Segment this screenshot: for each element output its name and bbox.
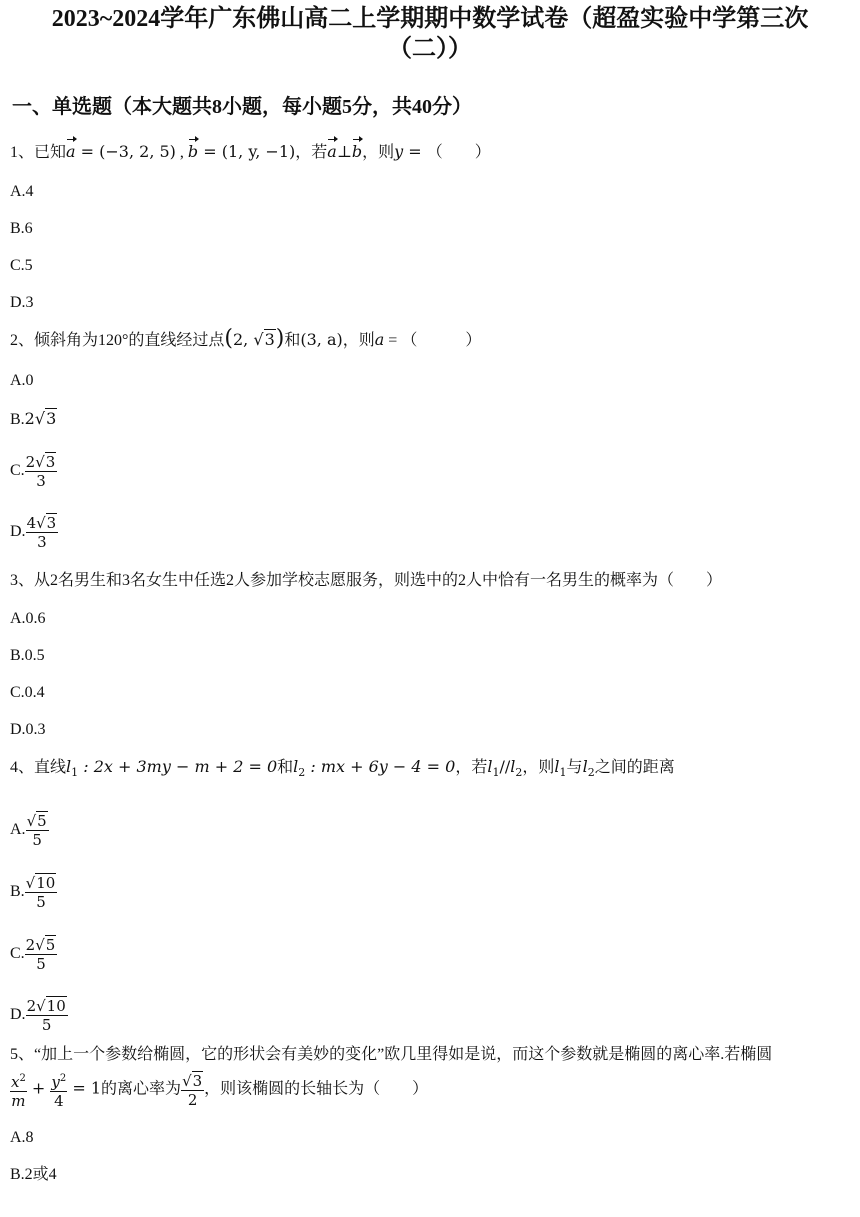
q4-and: 和 [277,759,294,776]
q1-condition-prefix: ，若 [295,144,328,161]
q4-tail: 之间的距离 [594,759,675,776]
q4-option-a-label: A. [10,821,26,839]
q2-option-d-denominator: 3 [37,533,47,551]
q4-option-b-label: B. [10,883,25,901]
q2-point1-x: 2, [233,330,254,349]
q4-option-a-fraction: $\frac{√5}{5}$ [26,812,47,849]
q1-prefix: 1、已知 [10,144,67,161]
q4-line-l1-sub: 1 [71,766,79,780]
q4-distance-l2-sub: 2 [587,766,595,780]
q1-variable-y: y [394,142,404,161]
q2-option-b [10,409,57,430]
q4-option-b-denominator: 5 [36,893,46,911]
q4-line-l2: l [293,757,299,776]
q2-option-b-coef: 2 [24,409,35,428]
q1-option-d: D.3 [10,294,34,311]
vector-b: b [187,142,199,161]
question-1 [10,142,491,163]
q2-point1-sqrt: √3 [253,330,275,349]
q4-option-a-radicand: 5 [37,812,47,830]
q2-option-b-label: B. [10,411,25,428]
q2-option-c-denominator: 3 [36,472,46,490]
q1-then: ，则 [362,144,395,161]
q4-option-d [10,997,68,1034]
parallel-symbol: // [499,757,511,776]
q4-parallel-l1-sub: 1 [492,766,500,780]
q4-distance-l1-sub: 1 [559,766,567,780]
q5-eccentricity-fraction: $\frac{√3}{2}$ [182,1071,203,1109]
q4-option-b-fraction: $\frac{√10}{5}$ [25,874,56,911]
q5-equals-one: = 1 [67,1078,102,1098]
q2-option-c-coef: 2 [25,453,36,471]
q5-fraction-x-var: x [11,1073,20,1091]
q1-equals: = [403,142,427,161]
q5-fraction-y-denominator: 4 [54,1092,64,1110]
q4-option-d-denominator: 5 [41,1016,52,1034]
q2-option-c-fraction: $\frac{2√3}{3}$ [25,453,56,490]
q4-option-b [10,874,57,911]
q2-option-d-label: D. [10,523,26,541]
q1-answer-blank: （ ） [426,144,491,161]
q2-option-b-sqrt: √3 [34,409,57,428]
q2-prefix: 2、倾斜角为120°的直线经过点 [10,332,225,349]
q2-option-b-radicand: 3 [46,409,57,428]
vector-a-2: a [327,142,337,161]
q1-option-a: A.4 [10,183,34,200]
q5-eccentricity-denominator: 2 [187,1090,198,1109]
q4-option-c-label: C. [10,945,25,963]
q4-option-a [10,812,49,849]
question-5-line-1: 5、“加上一个参数给椭圆，它的形状会有美妙的变化”欧几里得如是说，而这个参数就是椭圆的离心率.若椭圆 [10,1046,773,1063]
q1-comma: , [175,144,188,161]
question-4 [10,757,675,783]
question-3: 3、从2名男生和3名女生中任选2人参加学校志愿服务，则选中的2人中恰有一名男生的概率为（ ） [10,572,723,589]
q3-option-b: B.0.5 [10,647,45,664]
perpendicular-symbol: ⊥ [336,142,352,161]
q4-distance-l2: l [582,757,588,776]
q4-option-c-denominator: 5 [36,955,46,973]
section-heading: 一、单选题（本大题共8小题，每小题5分，共40分） [12,96,472,118]
q4-then: ，则 [522,759,555,776]
q4-option-d-label: D. [10,1006,26,1024]
q3-option-a: A.0.6 [10,610,46,627]
document-title [0,4,860,64]
title-line-2: （二）） [388,36,472,62]
q5-eccentricity-radicand: 3 [192,1071,203,1090]
q4-option-c-fraction: $\frac{2√5}{5}$ [25,936,56,973]
q1-option-b: B.6 [10,220,33,237]
q4-line-l2-sub: 2 [298,766,306,780]
q4-option-d-fraction: $\frac{2√10}{5}$ [26,997,66,1034]
q2-and: 和 [284,332,301,349]
q2-point1-open: ( [224,326,233,351]
q5-plus: + [26,1078,51,1098]
q3-option-d: D.0.3 [10,721,46,738]
title-line-1: 2023~2024学年广东佛山高二上学期期中数学试卷（超盈实验中学第三次 [51,6,809,32]
q2-point1-close: ) [275,326,285,351]
q4-option-d-radicand: 10 [46,997,66,1015]
q1-vector-b-value: = (1, y, −1) [198,142,296,161]
q5-fraction-x-exp: 2 [19,1073,26,1084]
vector-a: a [66,142,76,161]
q5-option-a: A.8 [10,1129,34,1146]
q3-option-c: C.0.4 [10,684,45,701]
q4-option-c-radicand: 5 [45,936,56,954]
q4-parallel-l2: l [510,757,516,776]
q5-fraction-x [10,1070,27,1110]
q2-point2: (3, a) [300,330,343,349]
q2-option-c-label: C. [10,462,25,480]
q4-prefix: 4、直线 [10,759,67,776]
vector-b-2: b [351,142,363,161]
q5-fraction-y-exp: 2 [59,1073,67,1084]
q4-option-a-denominator: 5 [32,831,42,849]
q4-parallel-l2-sub: 2 [515,766,523,780]
q2-option-a: A.0 [10,372,34,389]
q4-option-d-coef: 2 [26,997,37,1015]
q5-tail: ，则该椭圆的长轴长为（ ） [204,1080,429,1098]
q2-then: ，则 [342,332,375,349]
q5-fraction-y [50,1070,67,1110]
question-5-line-2 [10,1070,428,1110]
q2-variable-a: a [374,330,385,349]
q2-option-d-fraction: $\frac{4√3}{3}$ [26,514,57,551]
q4-line-l1-equation: : 2x + 3my − m + 2 = 0 [78,757,278,776]
q5-fraction-x-denominator: m [11,1092,26,1110]
q5-fraction-y-var: y [51,1073,60,1091]
q2-option-d-coef: 4 [26,514,37,532]
q4-parallel-l1: l [487,757,493,776]
q4-line-l2-equation: : mx + 6y − 4 = 0 [305,757,456,776]
q4-with: 与 [566,759,583,776]
q4-option-c [10,936,57,973]
q4-if: ，若 [455,759,488,776]
q2-option-c [10,453,57,490]
q5-option-b: B.2或4 [10,1166,57,1183]
q2-option-d [10,514,58,551]
q4-line-l1: l [66,757,72,776]
q4-distance-l1: l [554,757,560,776]
q4-option-c-coef: 2 [25,936,36,954]
q2-answer-blank: = （ ） [384,332,482,349]
q1-vector-a-value: = (−3, 2, 5) [75,142,176,161]
q2-option-c-radicand: 3 [45,453,56,471]
q1-option-c: C.5 [10,257,33,274]
question-2 [10,326,482,351]
q2-point1-radicand: 3 [264,330,275,349]
q5-mid: 的离心率为 [101,1080,182,1098]
q4-option-b-radicand: 10 [36,874,56,892]
q2-option-d-radicand: 3 [46,514,57,532]
